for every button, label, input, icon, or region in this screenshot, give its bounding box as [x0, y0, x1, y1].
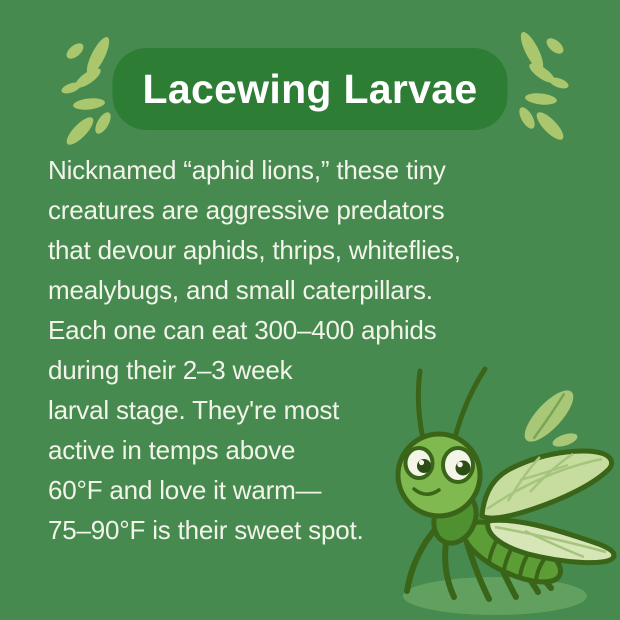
ground-shadow [403, 577, 587, 615]
body-text-line: 75–90°F is their sweet spot. [48, 515, 364, 545]
body-text-line: Nicknamed “aphid lions,” these tiny [48, 155, 446, 185]
body-text-line: during their 2–3 week [48, 355, 293, 385]
upper-wing [482, 451, 612, 518]
leaf-icon [517, 383, 580, 449]
title-pill [113, 48, 508, 130]
page-title: Lacewing Larvae [142, 65, 478, 112]
body-text-line: creatures are aggressive predators [48, 195, 445, 225]
body-text-line: mealybugs, and small caterpillars. [48, 275, 433, 305]
lacewing-illustration [375, 355, 620, 620]
body-text-line: that devour aphids, thrips, whiteflies, [48, 235, 461, 265]
sparkle-burst-right-icon [495, 30, 585, 140]
body-text-line: larval stage. They're most [48, 395, 340, 425]
body-text-line: 60°F and love it warm— [48, 475, 322, 505]
body-text-line: Each one can eat 300–400 aphids [48, 315, 437, 345]
body-text-line: active in temps above [48, 435, 296, 465]
antennae [418, 369, 485, 439]
